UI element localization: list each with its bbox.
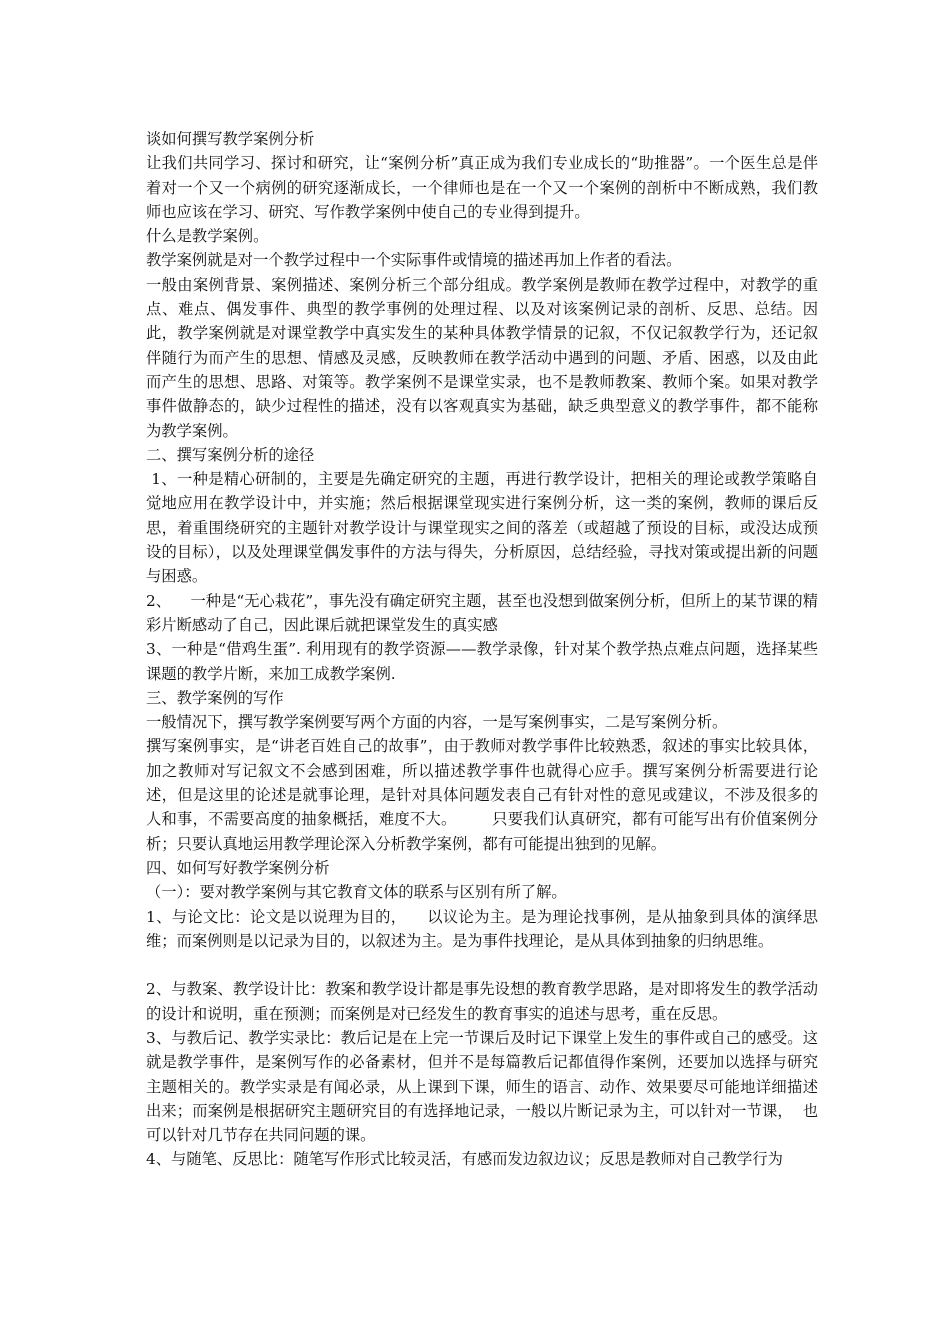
- paragraph-approach-2: 2、 一种是“无心栽花”，事先没有确定研究主题，甚至也没想到做案例分析，但所上的某节课的精彩片断感动了自己，因此课后就把课堂发生的真实感: [146, 591, 818, 634]
- heading-section-3: 三、教学案例的写作: [146, 688, 284, 707]
- paragraph-writing-general: 一般情况下，撰写教学案例要写两个方面的内容，一是写案例事实，二是写案例分析。: [146, 713, 728, 732]
- paragraph-compare-lesson-plan: 2、与教案、教学设计比：教案和教学设计都是事先设想的教育教学思路，是对即将发生的教学活动的设计和说明，重在预测；而案例是对已经发生的教育事实的追述与思考，重在反思。: [146, 980, 818, 1023]
- document-body: [146, 127, 818, 1172]
- paragraph-writing-facts: 撰写案例事实，是“讲老百姓自己的故事”，由于教师对教学事件比较熟悉，叙述的事实比较具体，加之教师对写记叙文不会感到困难，所以描述教学事件也就得心应手。撰写案例分析需要进行论述，但是这里的论述是就事论理，是针对具体问题发表自己有针对性的意见或建议，不涉及很多的人和事，不需要高度的抽象概括，难度不大。 只要我们认真研究，都有可能写出有价值案例分析；只要认真地运用教学理论深入分析教学案例，都有可能提出独到的见解。: [146, 737, 818, 853]
- document-title: 谈如何撰写教学案例分析: [146, 130, 315, 148]
- paragraph-approach-3: 3、一种是“借鸡生蛋”. 利用现有的教学资源——教学录像，针对某个教学热点难点问题，选择某些课题的教学片断，来加工成教学案例.: [146, 640, 818, 683]
- subheading-4-1: （一）：要对教学案例与其它教育文体的联系与区别有所了解。: [146, 883, 567, 902]
- paragraph-composition: 一般由案例背景、案例描述、案例分析三个部分组成。教学案例是教师在教学过程中，对教学的重点、难点、偶发事件、典型的教学事例的处理过程、以及对该案例记录的剖析、反思、总结。因此，教学案例就是对课堂教学中真实发生的某种具体教学情景的记叙，不仅记叙教学行为，还记叙伴随行为而产生的思想、情感及灵感，反映教师在教学活动中遇到的问题、矛盾、困惑，以及由此而产生的思想、思路、对策等。教学案例不是课堂实录，也不是教师教案、教师个案。如果对教学事件做静态的，缺少过程性的描述，没有以客观真实为基础，缺乏典型意义的教学事件，都不能称为教学案例。: [146, 275, 818, 440]
- heading-what-is-case: 什么是教学案例。: [146, 227, 269, 246]
- paragraph-approach-1: 1、一种是精心研制的，主要是先确定研究的主题，再进行教学设计，把相关的理论或教学策略自觉地应用在教学设计中，并实施；然后根据课堂现实进行案例分析，这一类的案例，教师的课后反思，着重围绕研究的主题针对教学设计与课堂现实之间的落差（或超越了预设的目标，或没达成预设的目标），以及处理课堂偶发事件的方法与得失，分析原因，总结经验，寻找对策或提出新的问题与困惑。: [146, 470, 818, 586]
- heading-section-2: 二、撰写案例分析的途径: [146, 445, 315, 464]
- paragraph-compare-postscript: 3、与教后记、教学实录比：教后记是在上完一节课后及时记下课堂上发生的事件或自己的感受。这就是教学事件，是案例写作的必备素材，但并不是每篇教后记都值得作案例，还要加以选择与研究主题相关的。教学实录是有闻必录，从上课到下课，师生的语言、动作、效果要尽可能地详细描述出来；而案例是根据研究主题研究目的有选择地记录，一般以片断记录为主，可以针对一节课， 也可以针对几节存在共同问题的课。: [146, 1028, 818, 1145]
- paragraph-compare-essay: 4、与随笔、反思比：随笔写作形式比较灵活，有感而发边叙边议；反思是教师对自己教学行为: [146, 1150, 783, 1169]
- paragraph-intro: 让我们共同学习、探讨和研究，让“案例分析”真正成为我们专业成长的“助推器”。一个医生总是伴着对一个又一个病例的研究逐渐成长，一个律师也是在一个又一个案例的剖析中不断成熟，我们教师也应该在学习、研究、写作教学案例中使自己的专业得到提升。: [146, 154, 818, 221]
- blank-line: [146, 953, 818, 977]
- heading-section-4: 四、如何写好教学案例分析: [146, 858, 330, 877]
- paragraph-compare-thesis: 1、与论文比：论文是以说理为目的， 以议论为主。是为理论找事例，是从抽象到具体的演绎思维；而案例则是以记录为目的，以叙述为主。是为事件找理论，是从具体到抽象的归纳思维。: [146, 907, 818, 950]
- paragraph-definition: 教学案例就是对一个教学过程中一个实际事件或情境的描述再加上作者的看法。: [146, 251, 682, 270]
